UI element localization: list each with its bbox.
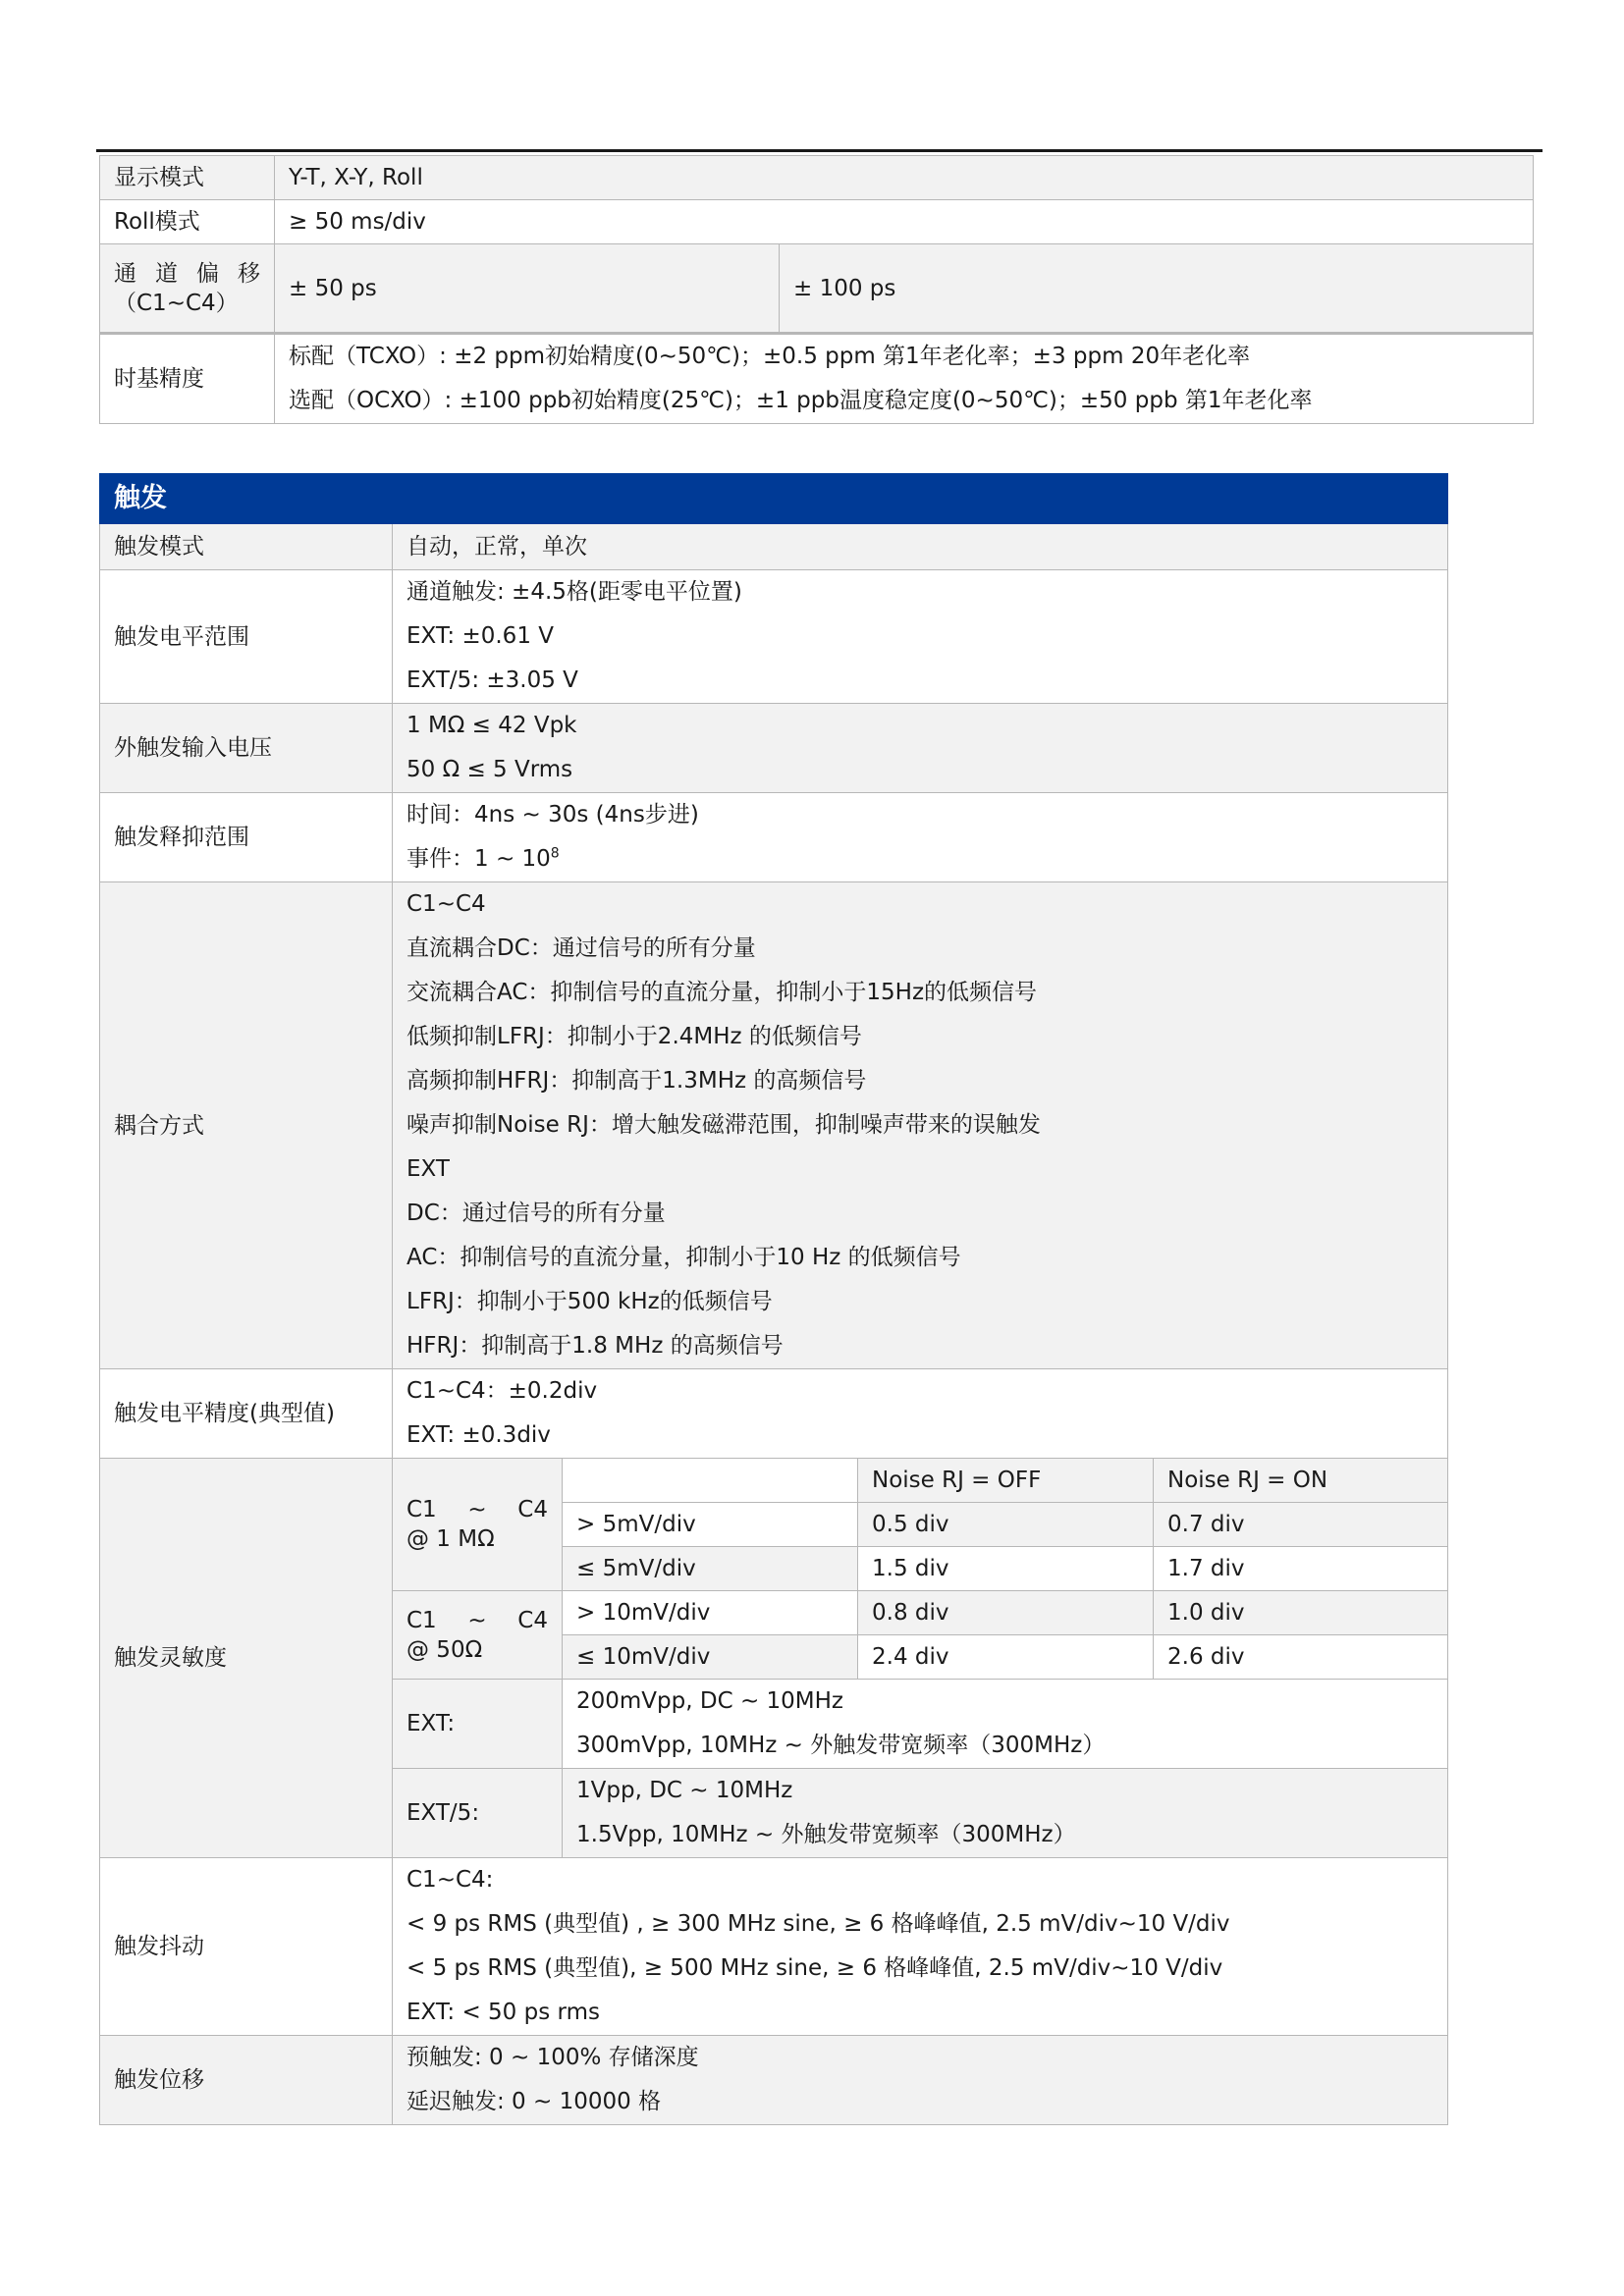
sensitivity-condition: ≤ 5mV/div bbox=[563, 1547, 858, 1591]
value-line: 直流耦合DC：通过信号的所有分量 bbox=[406, 935, 756, 961]
sensitivity-off-value: 0.5 div bbox=[858, 1503, 1154, 1547]
row-value bbox=[393, 704, 1448, 793]
row-label: 触发释抑范围 bbox=[100, 793, 393, 882]
value-line: 预触发: 0 ~ 100% 存储深度 bbox=[406, 2045, 699, 2070]
sensitivity-ext5-label: EXT/5: bbox=[393, 1769, 563, 1858]
row-label: 触发电平范围 bbox=[100, 570, 393, 704]
value-line: EXT bbox=[406, 1156, 450, 1182]
row-value bbox=[393, 1369, 1448, 1459]
table-row bbox=[100, 704, 1448, 793]
table-row bbox=[100, 882, 1448, 1369]
table-row bbox=[100, 570, 1448, 704]
empty-header-cell bbox=[563, 1459, 858, 1503]
sensitivity-ext-label: EXT: bbox=[393, 1680, 563, 1769]
group-line: @ 1 MΩ bbox=[406, 1526, 495, 1552]
sensitivity-off-value: 1.5 div bbox=[858, 1547, 1154, 1591]
value-line: C1~C4: bbox=[406, 1867, 494, 1893]
channel-skew-label-line2: （C1~C4） bbox=[114, 290, 239, 316]
value-line: 1.5Vpp, 10MHz ~ 外触发带宽频率（300MHz） bbox=[576, 1822, 1076, 1847]
top-rule bbox=[96, 149, 1543, 152]
sensitivity-condition: > 10mV/div bbox=[563, 1591, 858, 1635]
row-label: 外触发输入电压 bbox=[100, 704, 393, 793]
value-line: DC：通过信号的所有分量 bbox=[406, 1201, 666, 1226]
sensitivity-ext-value bbox=[563, 1680, 1448, 1769]
value-line: AC：抑制信号的直流分量，抑制小于10 Hz 的低频信号 bbox=[406, 1245, 961, 1270]
timebase-spec-table bbox=[99, 155, 1534, 424]
sensitivity-condition: > 5mV/div bbox=[563, 1503, 858, 1547]
sensitivity-condition: ≤ 10mV/div bbox=[563, 1635, 858, 1680]
value-line: C1~C4 bbox=[406, 891, 486, 917]
sensitivity-on-value: 1.0 div bbox=[1154, 1591, 1448, 1635]
row-value: Y-T, X-Y, Roll bbox=[275, 156, 1534, 200]
row-label bbox=[100, 244, 275, 334]
table-row bbox=[100, 200, 1534, 244]
sensitivity-on-value: 1.7 div bbox=[1154, 1547, 1448, 1591]
value-line: < 9 ps RMS (典型值) , ≥ 300 MHz sine, ≥ 6 格峰峰值, 2.5 mV/div~10 V/div bbox=[406, 1911, 1230, 1937]
column-header: Noise RJ = ON bbox=[1154, 1459, 1448, 1503]
value-line: 1Vpp, DC ~ 10MHz bbox=[576, 1778, 793, 1803]
row-label: 触发模式 bbox=[100, 524, 393, 570]
table-row bbox=[100, 156, 1534, 200]
value-line: 选配（OCXO）: ±100 ppb初始精度(25℃)；±1 ppb温度稳定度(0~50℃)；±50 ppb 第1年老化率 bbox=[289, 388, 1313, 413]
sensitivity-on-value: 0.7 div bbox=[1154, 1503, 1448, 1547]
sensitivity-ext5-value bbox=[563, 1769, 1448, 1858]
holdoff-exponent: 8 bbox=[550, 845, 560, 862]
value-line: 时间：4ns ~ 30s (4ns步进) bbox=[406, 802, 699, 828]
table-row bbox=[100, 1858, 1448, 2036]
table-row bbox=[100, 1369, 1448, 1459]
section-header bbox=[100, 474, 1448, 524]
row-value: ± 100 ps bbox=[780, 244, 1534, 334]
channel-skew-label-line1: 通 道 偏 移 bbox=[114, 260, 260, 287]
value-line: 高频抑制HFRJ：抑制高于1.3MHz 的高频信号 bbox=[406, 1068, 867, 1094]
table-row bbox=[100, 244, 1534, 334]
value-line: 低频抑制LFRJ：抑制小于2.4MHz 的低频信号 bbox=[406, 1024, 862, 1049]
table-row bbox=[100, 334, 1534, 424]
row-label: Roll模式 bbox=[100, 200, 275, 244]
value-line: 标配（TCXO）: ±2 ppm初始精度(0~50℃)；±0.5 ppm 第1年老化率；±3 ppm 20年老化率 bbox=[289, 344, 1251, 369]
section-title: 触发 bbox=[100, 474, 1448, 524]
value-line: EXT: < 50 ps rms bbox=[406, 2000, 600, 2025]
row-value bbox=[393, 1858, 1448, 2036]
value-line: < 5 ps RMS (典型值), ≥ 500 MHz sine, ≥ 6 格峰峰值, 2.5 mV/div~10 V/div bbox=[406, 1955, 1223, 1981]
trigger-spec-table bbox=[99, 473, 1448, 2125]
row-label: 触发抖动 bbox=[100, 1858, 393, 2036]
value-line: EXT: ±0.61 V bbox=[406, 623, 554, 649]
sensitivity-on-value: 2.6 div bbox=[1154, 1635, 1448, 1680]
value-line: EXT: ±0.3div bbox=[406, 1422, 551, 1448]
sensitivity-group-label bbox=[393, 1591, 563, 1680]
sensitivity-off-value: 2.4 div bbox=[858, 1635, 1154, 1680]
row-value: 自动，正常，单次 bbox=[393, 524, 1448, 570]
table-row bbox=[100, 524, 1448, 570]
value-line: 交流耦合AC：抑制信号的直流分量，抑制小于15Hz的低频信号 bbox=[406, 980, 1038, 1005]
column-header: Noise RJ = OFF bbox=[858, 1459, 1154, 1503]
row-value: ≥ 50 ms/div bbox=[275, 200, 1534, 244]
sensitivity-off-value: 0.8 div bbox=[858, 1591, 1154, 1635]
row-label: 耦合方式 bbox=[100, 882, 393, 1369]
row-value bbox=[393, 570, 1448, 704]
holdoff-events-text: 事件：1 ~ 10 bbox=[406, 846, 551, 872]
group-line: @ 50Ω bbox=[406, 1636, 483, 1663]
row-label: 触发灵敏度 bbox=[100, 1459, 393, 1858]
row-value bbox=[393, 793, 1448, 882]
value-line: 300mVpp, 10MHz ~ 外触发带宽频率（300MHz） bbox=[576, 1733, 1106, 1758]
table-row bbox=[100, 1459, 1448, 1503]
table-row bbox=[100, 2036, 1448, 2125]
row-value bbox=[393, 882, 1448, 1369]
value-line: LFRJ：抑制小于500 kHz的低频信号 bbox=[406, 1289, 773, 1314]
value-line: 噪声抑制Noise RJ：增大触发磁滞范围，抑制噪声带来的误触发 bbox=[406, 1112, 1041, 1138]
value-line: 1 MΩ ≤ 42 Vpk bbox=[406, 713, 577, 738]
table-row bbox=[100, 793, 1448, 882]
value-line: EXT/5: ±3.05 V bbox=[406, 667, 578, 693]
value-line: 200mVpp, DC ~ 10MHz bbox=[576, 1688, 844, 1714]
row-value bbox=[393, 2036, 1448, 2125]
value-line: HFRJ：抑制高于1.8 MHz 的高频信号 bbox=[406, 1333, 784, 1359]
row-label: 触发电平精度(典型值) bbox=[100, 1369, 393, 1459]
row-value: ± 50 ps bbox=[275, 244, 780, 334]
value-line: 通道触发: ±4.5格(距零电平位置) bbox=[406, 579, 742, 605]
value-line: C1~C4：±0.2div bbox=[406, 1378, 598, 1404]
row-value bbox=[275, 334, 1534, 424]
group-line: C1 ~ C4 bbox=[406, 1497, 548, 1522]
value-line: 50 Ω ≤ 5 Vrms bbox=[406, 757, 573, 782]
value-line bbox=[406, 837, 1434, 881]
row-label: 触发位移 bbox=[100, 2036, 393, 2125]
row-label: 时基精度 bbox=[100, 334, 275, 424]
value-line: 延迟触发: 0 ~ 10000 格 bbox=[406, 2089, 662, 2114]
sensitivity-group-label bbox=[393, 1459, 563, 1591]
row-label: 显示模式 bbox=[100, 156, 275, 200]
group-line: C1 ~ C4 bbox=[406, 1607, 548, 1633]
